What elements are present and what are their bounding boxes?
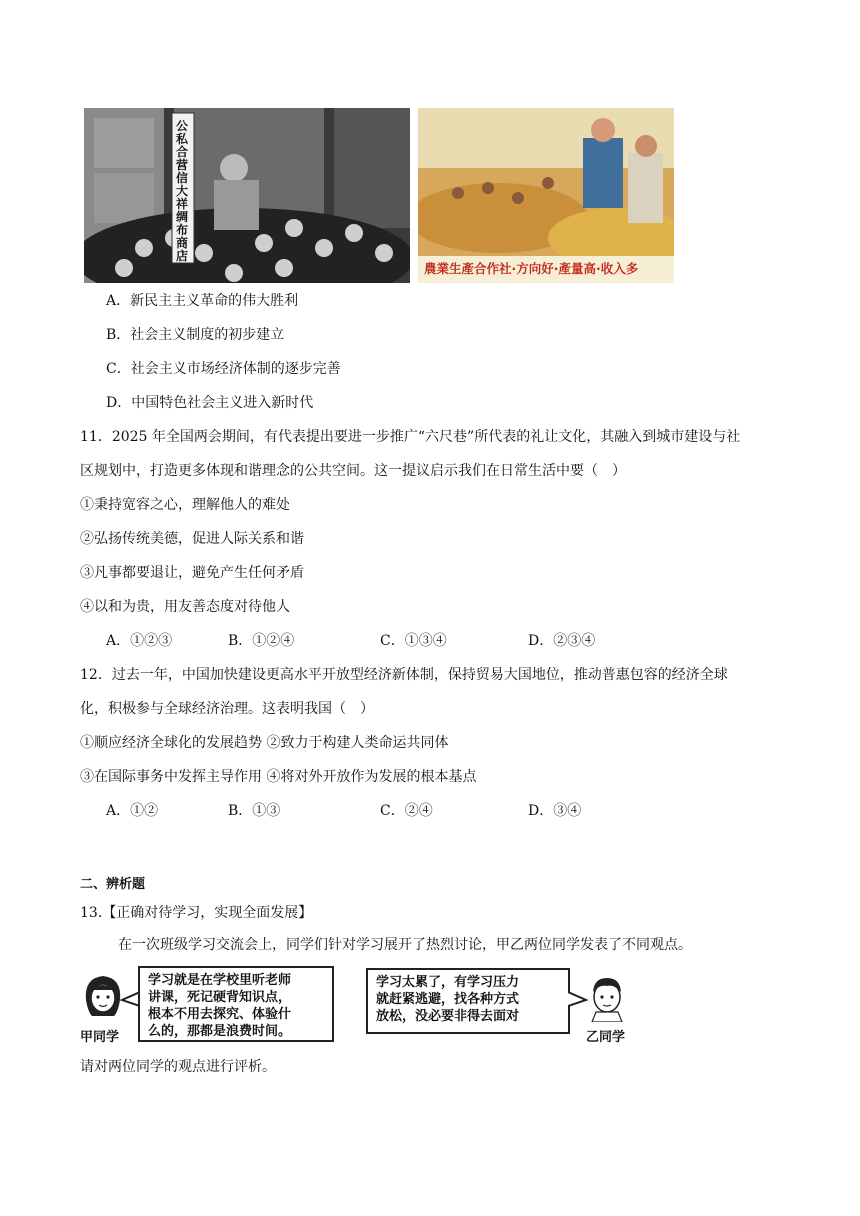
bubble-a-line-1: 学习就是在学校里听老师	[148, 973, 292, 988]
student-b-label: 乙同学	[586, 1030, 626, 1045]
q12-option-b: B．①③	[228, 803, 281, 819]
banner-text: 公私合营信大祥绸布商店	[176, 119, 189, 263]
agricultural-poster	[418, 108, 674, 283]
historical-photo-art	[84, 108, 410, 283]
q12-stem-line1: 12．过去一年，中国加快建设更高水平开放型经济新体制，保持贸易大国地位，推动普惠包容的经济全球	[80, 667, 728, 683]
historical-photo	[84, 108, 410, 283]
q11-option-a: A．①②③	[106, 633, 173, 649]
q10-option-b: B．社会主义制度的初步建立	[106, 327, 285, 343]
q11-item-2: ②弘扬传统美德，促进人际关系和谐	[80, 531, 304, 547]
q12-items-line1: ①顺应经济全球化的发展趋势 ②致力于构建人类命运共同体	[80, 735, 449, 751]
q11-item-1: ①秉持宽容之心，理解他人的难处	[80, 497, 290, 513]
bubble-b-line-2: 就赶紧逃避，找各种方式	[376, 992, 520, 1007]
bubble-b-line-3: 放松，没必要非得去面对	[376, 1009, 520, 1024]
bubble-b-line-1: 学习太累了，有学习压力	[376, 975, 520, 990]
q12-option-c: C．②④	[380, 803, 433, 819]
poster-caption: 農業生產合作社·方向好·產量高·收入多	[424, 261, 639, 276]
q11-option-c: C．①③④	[380, 633, 447, 649]
bubble-a-line-2: 讲课，死记硬背知识点，	[148, 990, 292, 1005]
q10-option-d: D．中国特色社会主义进入新时代	[106, 395, 314, 411]
q12-items-line2: ③在国际事务中发挥主导作用 ④将对外开放作为发展的根本基点	[80, 769, 477, 785]
q11-option-b: B．①②④	[228, 633, 295, 649]
student-b-figure	[584, 972, 630, 1022]
q13-prompt: 请对两位同学的观点进行评析。	[80, 1059, 276, 1075]
q13-intro: 在一次班级学习交流会上，同学们针对学习展开了热烈讨论，甲乙两位同学发表了不同观点。	[118, 937, 692, 953]
bubble-a-line-4: 么的，那都是浪费时间。	[148, 1024, 292, 1039]
bubble-a-tail	[120, 990, 140, 1010]
poster-art	[418, 108, 674, 283]
q11-stem-line2: 区规划中，打造更多体现和谐理念的公共空间。这一提议启示我们在日常生活中要（ ）	[80, 463, 626, 479]
section-heading: 二、辨析题	[80, 877, 146, 892]
q10-option-c: C．社会主义市场经济体制的逐步完善	[106, 361, 341, 377]
speech-bubble-a	[138, 966, 334, 1042]
speech-bubble-b	[366, 968, 570, 1034]
q11-item-3: ③凡事都要退让，避免产生任何矛盾	[80, 565, 304, 581]
q10-option-a: A．新民主主义革命的伟大胜利	[106, 293, 299, 309]
q12-stem-line2: 化，积极参与全球经济治理。这表明我国（ ）	[80, 701, 374, 717]
q11-item-4: ④以和为贵，用友善态度对待他人	[80, 599, 290, 615]
q12-option-d: D．③④	[528, 803, 582, 819]
q12-option-a: A．①②	[106, 803, 159, 819]
q11-option-d: D．②③④	[528, 633, 596, 649]
boy-face-icon	[584, 972, 630, 1022]
q13-title: 13.【正确对待学习，实现全面发展】	[80, 905, 313, 921]
student-a-label: 甲同学	[80, 1030, 120, 1045]
q11-stem-line1: 11．2025 年全国两会期间，有代表提出要进一步推广“六尺巷”所代表的礼让文化，其融入到城市建设与社	[80, 429, 741, 445]
bubble-a-line-3: 根本不用去探究、体验什	[148, 1007, 292, 1022]
